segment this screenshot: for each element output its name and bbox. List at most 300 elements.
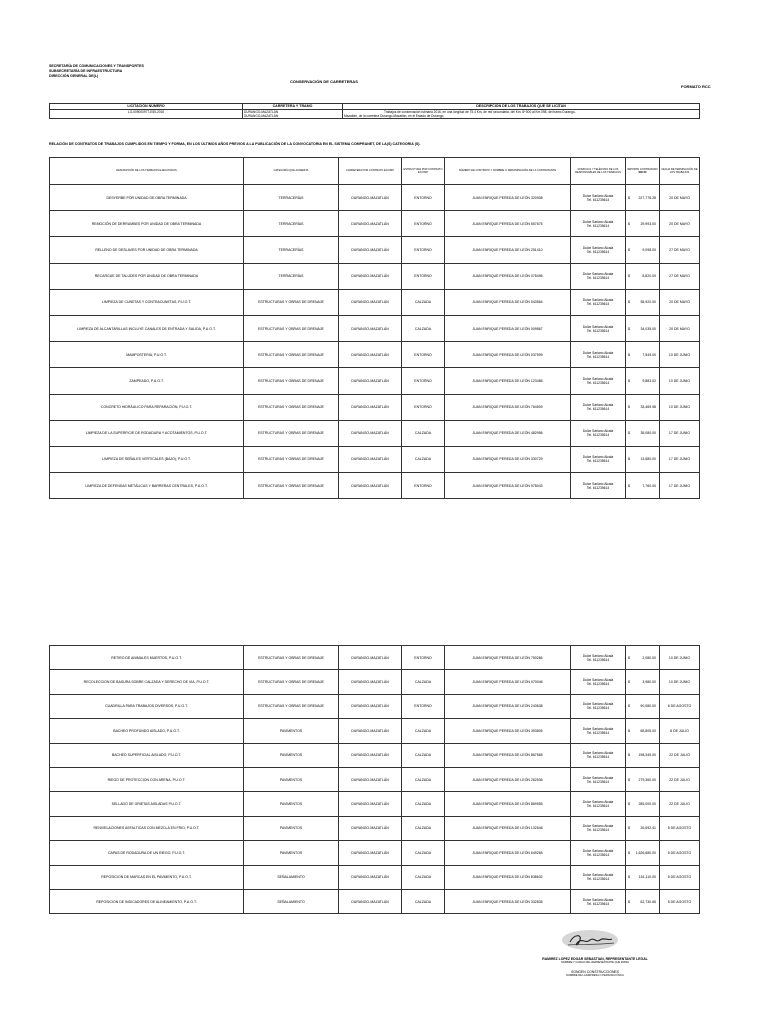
currency-symbol: $	[626, 289, 635, 315]
contract-cell: JUAN ENRIQUE PEREDA DE LEÓN 764509	[445, 394, 571, 420]
contract-cell: JUAN ENRIQUE PEREDA DE LEÓN 037599	[445, 342, 571, 368]
road-cell: DURANGO-MAZATLÁN	[339, 767, 402, 791]
end-date-cell: 10 DE JUNIO	[660, 670, 700, 694]
currency-symbol: $	[626, 237, 635, 263]
category-cell: ESTRUCTURAS Y OBRAS DE DRENAJE	[244, 394, 339, 420]
road-cell: DURANGO-MAZATLÁN	[339, 368, 402, 394]
contact-name: Dulce Sariano Alcala	[582, 350, 614, 355]
contact-name: Dulce Sariano Alcala	[582, 824, 614, 829]
descripcion-header: DESCRIPCIÓN DE LOS TRABAJOS QUE SE LICITAN	[343, 104, 700, 110]
end-date-cell: 17 DE JUNIO	[660, 446, 700, 472]
contact-cell	[571, 185, 626, 211]
contact-phone: Tel. 611235614	[586, 354, 610, 359]
category-cell: SEÑALAMIENTO	[244, 865, 339, 889]
road-cell: DURANGO-MAZATLÁN	[339, 473, 402, 499]
category-cell: PAVIMENTOS	[244, 719, 339, 743]
road-cell: DURANGO-MAZATLÁN	[339, 719, 402, 743]
currency-symbol: $	[626, 792, 635, 816]
contact-cell	[571, 841, 626, 865]
contract-cell: JUAN ENRIQUE PEREDA DE LEÓN 262536	[445, 767, 571, 791]
category-cell: ESTRUCTURAS Y OBRAS DE DRENAJE	[244, 446, 339, 472]
structure-cell: CALZADA	[402, 767, 445, 791]
contact-phone: Tel. 611235614	[586, 755, 610, 760]
work-description-cell: BACHEO PROFUNDO AISLADO, P.U.O.T.	[50, 719, 244, 743]
contract-cell: JUAN ENRIQUE PEREDA DE LEÓN 320908	[445, 185, 571, 211]
amount-cell: 227,776.28	[635, 185, 660, 211]
contract-cell: JUAN ENRIQUE PEREDA DE LEÓN 482956	[445, 420, 571, 446]
contact-name: Dulce Sariano Alcala	[582, 455, 614, 460]
amount-cell: 3,980.00	[635, 670, 660, 694]
currency-symbol: $	[626, 211, 635, 237]
contact-cell	[571, 719, 626, 743]
structure-cell: CALZADA	[402, 315, 445, 341]
currency-symbol: $	[626, 315, 635, 341]
col-fecha: FECHA DE TERMINACIÓN DE LOS TRABAJOS	[660, 158, 700, 185]
road-cell: DURANGO-MAZATLÁN	[339, 694, 402, 718]
category-cell: ESTRUCTURAS Y OBRAS DE DRENAJE	[244, 368, 339, 394]
table-row	[50, 694, 700, 718]
structure-cell: ENTORNO	[402, 394, 445, 420]
work-description-cell: CAPAS DE RODADURA DE UN RIEGO, P.U.O.T.	[50, 841, 244, 865]
amount-cell: 68,805.00	[635, 719, 660, 743]
road-cell: DURANGO-MAZATLÁN	[339, 315, 402, 341]
contact-name: Dulce Sariano Alcala	[582, 726, 614, 731]
work-description-cell: CONCRETO HIDRÁULICO PARA REPARACIÓN, P.U.O.T.	[50, 394, 244, 420]
category-cell: TERRACERÍAS	[244, 185, 339, 211]
contact-name: Dulce Sariano Alcala	[582, 775, 614, 780]
signer-caption: NOMBRE Y CARGO DEL REPRESENTANTE QUE FIRMA	[560, 961, 630, 964]
work-description-cell: REPOSICION DE MARCAS EN EL PAVIMENTO, P.U.O.T.	[50, 865, 244, 889]
end-date-cell: 20 DE MAYO	[660, 315, 700, 341]
currency-symbol: $	[626, 865, 635, 889]
contact-name: Dulce Sariano Alcala	[582, 897, 614, 902]
contact-phone: Tel. 611235614	[586, 682, 610, 687]
end-date-cell: 5 DE AGOSTO	[660, 865, 700, 889]
contract-cell: JUAN ENRIQUE PEREDA DE LEÓN 123486	[445, 368, 571, 394]
contact-name: Dulce Sariano Alcala	[582, 219, 614, 224]
col-carretera: CARRETERA POR CONTRATO EN KMP	[339, 158, 402, 185]
end-date-cell: 22 DE JULIO	[660, 767, 700, 791]
table-row	[50, 342, 700, 368]
contact-phone: Tel. 611235614	[586, 433, 610, 438]
licitacion-header: LICITACIÓN NÚMERO	[50, 104, 243, 110]
descripcion-values	[343, 110, 700, 119]
end-date-cell: 27 DE MAYO	[660, 237, 700, 263]
descripcion-value-1: Trabajos de conservación rutinaria 2016, en una longitud de 75.4 Km. de red secundaria, del Km. 8+000 al Km 098, del tramo Durango-	[384, 110, 576, 114]
amount-cell: 9,883.02	[635, 368, 660, 394]
contract-cell: JUAN ENRIQUE PEREDA DE LEÓN 869555	[445, 792, 571, 816]
col-contrato: NÚMERO DE CONTRATO Y NOMBRE O DENOMINACIÓN DE LA CONTRATANTE	[445, 158, 571, 185]
contracts-table-page1	[49, 157, 700, 499]
contact-cell	[571, 473, 626, 499]
end-date-cell: 5 DE AGOSTO	[660, 816, 700, 840]
amount-cell: 26,692.41	[635, 816, 660, 840]
contact-cell	[571, 816, 626, 840]
contract-cell: JUAN ENRIQUE PEREDA DE LEÓN 838632	[445, 865, 571, 889]
table-row	[50, 670, 700, 694]
table-row	[50, 473, 700, 499]
contact-cell	[571, 263, 626, 289]
road-cell: DURANGO-MAZATLÁN	[339, 420, 402, 446]
contracts-body-page2	[50, 646, 700, 914]
category-cell: ESTRUCTURAS Y OBRAS DE DRENAJE	[244, 670, 339, 694]
col-descripcion: DESCRIPCIÓN DE LOS TRABAJOS EJECUTADOS	[50, 158, 244, 185]
work-description-cell: SELLADO DE GRIETAS AISLADAS P.U.O.T.	[50, 792, 244, 816]
contact-phone: Tel. 611235614	[586, 223, 610, 228]
road-cell: DURANGO-MAZATLÁN	[339, 841, 402, 865]
work-description-cell: LIMPIEZA DE ALCANTARILLAS INCLUYE CANALES DE ENTRADA Y SALIDA, P.U.O.T.	[50, 315, 244, 341]
contact-phone: Tel. 611235614	[586, 380, 610, 385]
col-importe-label: IMPORTE CONTRATADO	[627, 167, 658, 171]
amount-cell: 285,000.00	[635, 792, 660, 816]
structure-cell: CALZADA	[402, 792, 445, 816]
contact-cell	[571, 446, 626, 472]
structure-cell: CALZADA	[402, 841, 445, 865]
contract-cell: JUAN ENRIQUE PEREDA DE LEÓN 243638	[445, 694, 571, 718]
category-cell: TERRACERÍAS	[244, 263, 339, 289]
end-date-cell: 17 DE JUNIO	[660, 473, 700, 499]
category-cell: PAVIMENTOS	[244, 816, 339, 840]
contact-name: Dulce Sariano Alcala	[582, 800, 614, 805]
contract-cell: JUAN ENRIQUE PEREDA DE LEÓN 970046	[445, 670, 571, 694]
contact-cell	[571, 792, 626, 816]
category-cell: ESTRUCTURAS Y OBRAS DE DRENAJE	[244, 694, 339, 718]
structure-cell: CALZADA	[402, 865, 445, 889]
work-description-cell: BACHEO SUPERFICIAL AISLADO, P.U.O.T.	[50, 743, 244, 767]
table-row	[50, 315, 700, 341]
work-description-cell: DESYERBE POR UNIDAD DE OBRA TERMINADA	[50, 185, 244, 211]
structure-cell: ENTORNO	[402, 342, 445, 368]
work-description-cell: REMOCIÓN DE DERRUMBES POR UNIDAD DE OBRA TERMINADA	[50, 211, 244, 237]
contact-phone: Tel. 611235614	[586, 249, 610, 254]
contact-cell	[571, 646, 626, 670]
currency-symbol: $	[626, 342, 635, 368]
amount-cell: 198,349.00	[635, 743, 660, 767]
table-row	[50, 743, 700, 767]
contract-cell: JUAN ENRIQUE PEREDA DE LEÓN 657675	[445, 211, 571, 237]
header-line-3: DIRECCIÓN GENERAL DE(L)	[49, 74, 99, 78]
category-cell: ESTRUCTURAS Y OBRAS DE DRENAJE	[244, 646, 339, 670]
road-cell: DURANGO-MAZATLÁN	[339, 211, 402, 237]
currency-symbol: $	[626, 646, 635, 670]
table-row	[50, 368, 700, 394]
table-row	[50, 394, 700, 420]
contact-name: Dulce Sariano Alcala	[582, 403, 614, 408]
table-row	[50, 841, 700, 865]
contact-name: Dulce Sariano Alcala	[582, 653, 614, 658]
contract-cell: JUAN ENRIQUE PEREDA DE LEÓN 649265	[445, 841, 571, 865]
licitacion-table	[49, 103, 700, 119]
amount-cell: 62,730.65	[635, 889, 660, 913]
road-cell: DURANGO-MAZATLÁN	[339, 263, 402, 289]
currency-symbol: $	[626, 694, 635, 718]
road-cell: DURANGO-MAZATLÁN	[339, 670, 402, 694]
table-row	[50, 792, 700, 816]
work-description-cell: RETIRO DE ANIMALES MUERTOS, P.U.O.T.	[50, 646, 244, 670]
contact-name: Dulce Sariano Alcala	[582, 848, 614, 853]
contact-phone: Tel. 611235614	[586, 901, 610, 906]
contact-name: Dulce Sariano Alcala	[582, 376, 614, 381]
contract-cell: JUAN ENRIQUE PEREDA DE LEÓN 393805	[445, 719, 571, 743]
contact-phone: Tel. 611235614	[586, 407, 610, 412]
road-cell: DURANGO-MAZATLÁN	[339, 289, 402, 315]
col-importe-sub: $00.00	[638, 171, 647, 174]
contact-name: Dulce Sariano Alcala	[582, 873, 614, 878]
road-cell: DURANGO-MAZATLÁN	[339, 646, 402, 670]
work-description-cell: RELLENO DE DESLAVES POR UNIDAD DE OBRA TERMINADA	[50, 237, 244, 263]
contact-phone: Tel. 611235614	[586, 302, 610, 307]
structure-cell: ENTORNO	[402, 368, 445, 394]
road-cell: DURANGO-MAZATLÁN	[339, 743, 402, 767]
amount-cell: 279,360.00	[635, 767, 660, 791]
contract-cell: JUAN ENRIQUE PEREDA DE LEÓN 009867	[445, 315, 571, 341]
road-cell: DURANGO-MAZATLÁN	[339, 237, 402, 263]
end-date-cell: 20 DE MAYO	[660, 289, 700, 315]
currency-symbol: $	[626, 473, 635, 499]
road-cell: DURANGO-MAZATLÁN	[339, 394, 402, 420]
contract-cell: JUAN ENRIQUE PEREDA DE LEÓN 332835	[445, 889, 571, 913]
end-date-cell: 22 DE JULIO	[660, 792, 700, 816]
contact-name: Dulce Sariano Alcala	[582, 678, 614, 683]
amount-cell: 9,098.00	[635, 237, 660, 263]
work-description-cell: RECARGUE DE TALUDES POR UNIDAD DE OBRA TERMINADA	[50, 263, 244, 289]
end-date-cell: 10 DE JUNIO	[660, 394, 700, 420]
contact-name: Dulce Sariano Alcala	[582, 245, 614, 250]
currency-symbol: $	[626, 841, 635, 865]
col-importe	[626, 158, 660, 185]
contact-cell	[571, 342, 626, 368]
contact-phone: Tel. 611235614	[586, 706, 610, 711]
work-description-cell: LIMPIEZA DE LA SUPERFICIE DE RODADURA Y ACOTAMIENTOS, P.U.O.T.	[50, 420, 244, 446]
contact-cell	[571, 289, 626, 315]
agency-header	[49, 64, 144, 79]
company-name: SONGEN CONSTRUCCIONES	[571, 970, 619, 974]
contact-name: Dulce Sariano Alcala	[582, 324, 614, 329]
licitacion-number: LO-009000977-E55-2016	[50, 110, 243, 119]
structure-cell: CALZADA	[402, 289, 445, 315]
table-row	[50, 865, 700, 889]
road-cell: DURANGO-MAZATLÁN	[339, 446, 402, 472]
end-date-cell: 22 DE JULIO	[660, 743, 700, 767]
contact-phone: Tel. 611235614	[586, 657, 610, 662]
table-row	[50, 211, 700, 237]
amount-cell: 29,993.00	[635, 211, 660, 237]
currency-symbol: $	[626, 263, 635, 289]
work-description-cell: LIMPIEZA DE DEFENSAS METÁLICAS Y BARRERAS CENTRALES, P.U.O.T.	[50, 473, 244, 499]
work-description-cell: LIMPIEZA DE SEÑALES VERTICALES (BAJO), P.U.O.T.	[50, 446, 244, 472]
contact-phone: Tel. 611235614	[586, 877, 610, 882]
currency-symbol: $	[626, 185, 635, 211]
contact-phone: Tel. 611235614	[586, 852, 610, 857]
amount-cell: 13,580.00	[635, 446, 660, 472]
category-cell: PAVIMENTOS	[244, 792, 339, 816]
structure-cell: ENTORNO	[402, 263, 445, 289]
contract-cell: JUAN ENRIQUE PEREDA DE LEÓN 132546	[445, 816, 571, 840]
handwritten-signature	[560, 928, 620, 952]
contact-cell	[571, 315, 626, 341]
contract-cell: JUAN ENRIQUE PEREDA DE LEÓN 867565	[445, 743, 571, 767]
end-date-cell: 10 DE JUNIO	[660, 646, 700, 670]
category-cell: TERRACERÍAS	[244, 237, 339, 263]
contact-phone: Tel. 611235614	[586, 828, 610, 833]
amount-cell: 7,549.00	[635, 342, 660, 368]
format-code: FORMATO RCC	[681, 84, 711, 89]
table-row	[50, 263, 700, 289]
contract-cell: JUAN ENRIQUE PEREDA DE LEÓN 978043	[445, 473, 571, 499]
carretera-value-2: DURANGO-MAZATLÁN	[244, 114, 279, 118]
contracts-table-page2	[49, 645, 700, 914]
contact-cell	[571, 368, 626, 394]
col-estructura: ESTRUCTURA POR CONTRATO EN KMP	[402, 158, 445, 185]
contact-name: Dulce Sariano Alcala	[582, 429, 614, 434]
contact-name: Dulce Sariano Alcala	[582, 193, 614, 198]
road-cell: DURANGO-MAZATLÁN	[339, 889, 402, 913]
contact-cell	[571, 694, 626, 718]
structure-cell: CALZADA	[402, 446, 445, 472]
contact-cell	[571, 865, 626, 889]
road-cell: DURANGO-MAZATLÁN	[339, 865, 402, 889]
currency-symbol: $	[626, 420, 635, 446]
currency-symbol: $	[626, 767, 635, 791]
amount-cell: 8,820.00	[635, 263, 660, 289]
amount-cell: 1,626,680.00	[635, 841, 660, 865]
contact-phone: Tel. 611235614	[586, 459, 610, 464]
company-caption: NOMBRE DE LA EMPRESA O PERSONA FÍSICA	[566, 974, 624, 977]
contact-cell	[571, 237, 626, 263]
end-date-cell: 10 DE JUNIO	[660, 342, 700, 368]
carretera-value-1: DURANGO-MAZATLÁN	[244, 110, 279, 114]
contact-cell	[571, 670, 626, 694]
category-cell: TERRACERÍAS	[244, 211, 339, 237]
contact-name: Dulce Sariano Alcala	[582, 751, 614, 756]
currency-symbol: $	[626, 368, 635, 394]
contact-name: Dulce Sariano Alcala	[582, 702, 614, 707]
category-cell: SEÑALAMIENTO	[244, 889, 339, 913]
contact-phone: Tel. 611235614	[586, 730, 610, 735]
contact-name: Dulce Sariano Alcala	[582, 481, 614, 486]
structure-cell: ENTORNO	[402, 694, 445, 718]
road-cell: DURANGO-MAZATLÁN	[339, 792, 402, 816]
contact-cell	[571, 743, 626, 767]
structure-cell: CALZADA	[402, 889, 445, 913]
contact-phone: Tel. 611235614	[586, 328, 610, 333]
work-description-cell: LIMPIEZA DE CUNETAS Y CONTRACUNETAS, P.U.O.T.	[50, 289, 244, 315]
category-cell: ESTRUCTURAS Y OBRAS DE DRENAJE	[244, 289, 339, 315]
work-description-cell: MAMPOSTERIA, P.U.O.T.	[50, 342, 244, 368]
amount-cell: 7,760.00	[635, 473, 660, 499]
structure-cell: ENTORNO	[402, 211, 445, 237]
end-date-cell: 5 DE AGOSTO	[660, 841, 700, 865]
amount-cell: 33,469.98	[635, 394, 660, 420]
table-row	[50, 420, 700, 446]
carretera-header: CARRETERA Y TRAMO	[243, 104, 343, 110]
end-date-cell: 20 DE MAYO	[660, 185, 700, 211]
currency-symbol: $	[626, 889, 635, 913]
table-row	[50, 646, 700, 670]
table-row	[50, 719, 700, 743]
contract-cell: JUAN ENRIQUE PEREDA DE LEÓN 750266	[445, 646, 571, 670]
signature-block	[500, 957, 690, 977]
contract-cell: JUAN ENRIQUE PEREDA DE LEÓN 543564	[445, 289, 571, 315]
end-date-cell: 17 DE JUNIO	[660, 420, 700, 446]
end-date-cell: 6 DE AGOSTO	[660, 694, 700, 718]
contact-phone: Tel. 611235614	[586, 485, 610, 490]
currency-symbol: $	[626, 446, 635, 472]
carretera-values	[243, 110, 343, 119]
contact-cell	[571, 889, 626, 913]
amount-cell: 2,080.00	[635, 646, 660, 670]
currency-symbol: $	[626, 816, 635, 840]
contact-phone: Tel. 611235614	[586, 804, 610, 809]
work-description-cell: REPOSICION DE INDICADORES DE ALINEAMIENTO, P.U.O.T.	[50, 889, 244, 913]
structure-cell: CALZADA	[402, 743, 445, 767]
end-date-cell: 5 DE AGOSTO	[660, 889, 700, 913]
table-row	[50, 889, 700, 913]
col-domicilio: DOMICILIO Y TELÉFONO DE LOS RESPONSABLES DE LOS TRABAJOS	[571, 158, 626, 185]
col-categoria: CATEGORÍA QUE ACREDITA	[244, 158, 339, 185]
structure-cell: CALZADA	[402, 719, 445, 743]
work-description-cell: RENIVELACIONES ASFALTICAS CON MEZCLA EN FRIO, P.U.O.T.	[50, 816, 244, 840]
amount-cell: 151,110.00	[635, 865, 660, 889]
amount-cell: 35,080.00	[635, 420, 660, 446]
structure-cell: ENTORNO	[402, 646, 445, 670]
structure-cell: ENTORNO	[402, 185, 445, 211]
road-cell: DURANGO-MAZATLÁN	[339, 816, 402, 840]
header-line-1: SECRETARÍA DE COMUNICACIONES Y TRANSPORTES	[49, 64, 144, 68]
work-description-cell: RECOLECCION DE BASURA SOBRE CALZADA Y DERECHO DE VIA, P.U.O.T.	[50, 670, 244, 694]
contact-cell	[571, 394, 626, 420]
end-date-cell: 8 DE JULIO	[660, 719, 700, 743]
contracts-body-page1	[50, 185, 700, 499]
currency-symbol: $	[626, 719, 635, 743]
contact-phone: Tel. 611235614	[586, 197, 610, 202]
structure-cell: ENTORNO	[402, 237, 445, 263]
contract-cell: JUAN ENRIQUE PEREDA DE LEÓN 078496	[445, 263, 571, 289]
end-date-cell: 20 DE MAYO	[660, 211, 700, 237]
amount-cell: 55,920.00	[635, 289, 660, 315]
work-description-cell: RIEGO DE PROTECCION CON ARENA, P.U.O.T.	[50, 767, 244, 791]
amount-cell: 90,080.00	[635, 694, 660, 718]
currency-symbol: $	[626, 743, 635, 767]
table-row	[50, 289, 700, 315]
category-cell: PAVIMENTOS	[244, 767, 339, 791]
work-description-cell: ZAMPEADO, P.U.O.T.	[50, 368, 244, 394]
contract-cell: JUAN ENRIQUE PEREDA DE LEÓN 251410	[445, 237, 571, 263]
category-cell: ESTRUCTURAS Y OBRAS DE DRENAJE	[244, 420, 339, 446]
contact-phone: Tel. 611235614	[586, 779, 610, 784]
end-date-cell: 10 DE JUNIO	[660, 368, 700, 394]
structure-cell: ENTORNO	[402, 473, 445, 499]
descripcion-value-2: Mazatlán, de la carretera Durango-Mazatlán, en el Estado de Durango.	[344, 114, 445, 118]
category-cell: PAVIMENTOS	[244, 841, 339, 865]
contact-cell	[571, 420, 626, 446]
table-row	[50, 816, 700, 840]
structure-cell: CALZADA	[402, 670, 445, 694]
category-cell: ESTRUCTURAS Y OBRAS DE DRENAJE	[244, 473, 339, 499]
road-cell: DURANGO-MAZATLÁN	[339, 342, 402, 368]
end-date-cell: 27 DE MAYO	[660, 263, 700, 289]
table-row	[50, 767, 700, 791]
contract-cell: JUAN ENRIQUE PEREDA DE LEÓN 330729	[445, 446, 571, 472]
header-line-2: SUBSECRETARÍA DE INFRAESTRUCTURA	[49, 69, 123, 73]
document-title: CONSERVACIÓN DE CARRETERAS	[290, 79, 358, 84]
signer-name: RAMIREZ LOPEZ EDGAR SEBASTIAN, REPRESENTANTE LEGAL	[542, 957, 648, 961]
category-cell: PAVIMENTOS	[244, 743, 339, 767]
table-row	[50, 446, 700, 472]
road-cell: DURANGO-MAZATLÁN	[339, 185, 402, 211]
table-row	[50, 185, 700, 211]
structure-cell: CALZADA	[402, 816, 445, 840]
